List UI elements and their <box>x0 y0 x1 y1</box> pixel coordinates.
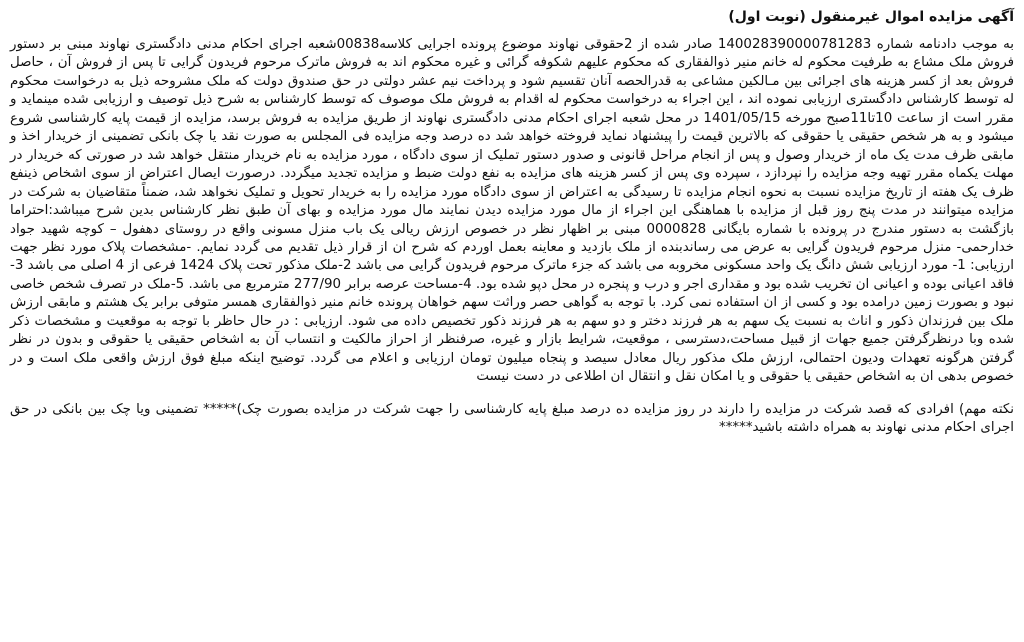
notice-body: به موجب دادنامه شماره 140028390000781283 صادر شده از 2حقوقی نهاوند موضوع پرونده اجرایی کلاسه00838شعبه اجرای احکام مدنی دادگستری نهاوند مبنی بر دستور فروش ملک مشاع به طرفیت محکوم له خانم منیر ذوالفقاری که محکوم علیهم شکوفه گرائی و غیره محکوم اند به فروش ماترک مرحوم فریدون گرایی تا پس از فروش آن ، حاصل فروش بعد از کسر هزینه های اجرائی بین مـالکین مشاعی به قدرالحصه آنان تقسیم شود و پرداخت نیم عشر دولتی در حق صندوق دولت که ملک مشروحه ذیل به درخواست محکوم له توسط کارشناس دادگستری ارزیابی نموده اند ، این اجراء به درخواست محکوم له اقدام به فروش ملک موصوف که توسط کارشناس به شرح ذیل توصیف و ارزیابی شده مینماید و مقرر است از ساعت 10تا11صبح مورخه 1401/05/15 در محل شعبه اجرای احکام مدنی دادگستری نهاوند از طریق مزایده به فروش برسد، مزایده از قیمت پایه کارشناسی شروع میشود و به هر شخص حقیقی یا حقوقی که بالاترین قیمت را پیشنهاد نماید فروخته خواهد شد ده درصد وجه مزایده فی المجلس به صورت نقد یا چک بانکی تضمینی از خریدار اخذ و مابقی ظرف مدت یک ماه از خریدار وصول و پس از انجام مراحل قانونی و صدور دستور تملیک از سوی دادگاه ، مورد مزایده به نام خریدار منتقل خواهد شد در صورتی که خریدار در مهلت یکماه مقرر تهیه وجه مزایده را نپردازد ، سپرده وی پس از کسر هزینه های مزایده به نفع دولت ضبط و مزایده تجدید میگردد. درصورت ایصال اعتراض از سوی اشخاص ذینفع ظرف یک هفته از تاریخ مزایده نسبت به نحوه انجام مزایده تا رسیدگی به اعتراض از سوی دادگاه مورد مزایده را به خریدار تحویل و تملیک نخواهد شد، ضمناً متقاضیان به شرکت در مزایده میتوانند در مدت پنج روز قبل از مزایده با هماهنگی این اجراء از مال مورد مزایده دیدن نمایند مال مورد مزایده و بهای آن طبق نظر کارشناس بدین شرح میباشد:احتراما بازگشت به دستور مندرج در پرونده با شماره بایگانی 0000828 مبنی بر اظهار نظر در خصوص ارزش ریالی یک باب منزل مسونی واقع در روستای دهفول – کوچه شهید جواد خدارحمی- منزل مرحوم فریدون گرایی به عرض می رساندبنده از ملک بازدید و معاینه بعمل اوردم که شرح ان از قرار ذیل تقدیم می گردد نمایم. -مشخصات پلاک مورد نظر جهت ارزیابی: 1- مورد ارزیابی شش دانگ یک واحد مسکونی مخروبه می باشد که جزء ماترک مرحوم فریدون گرایی می باشد 2-ملک مذکور تحت پلاک 1424 فرعی از 4 اصلی می باشد 3-فاقد اعیانی بوده و اعیانی ان تخریب شده بود و مقداری اجر و درب و پنجره در محل دپو شده بود. 4-مساحت عرصه برابر 277/90 مترمربع می باشد. 5-ملک در تصرف شخص خاصی نبود و بصورت زمین درامده بود و کسی از ان استفاده نمی کرد. با توجه به گواهی حصر وراثت سهم خواهان پرونده خانم منیر ذوالفقاری همسر متوفی برابر یک هشتم و مابقی ارزش ملک بین فرزندان ذکور و اناث به نسبت یک سهم به هر فرزند دختر و دو سهم به هر فرزند ذکور تخصیص داده می شود. ارزیابی : در حال حاظر با توجه به موقعیت و مشخصات ذکر شده وبا درنظرگرفتن جمیع جهات از قبیل مساحت،دسترسی ، موقعیت، شرایط بازار و غیره، صرفنظر از احراز مالکیت و انتساب آن به اشخاص حقیقی یا حقوقی و بدون در نظر گرفتن هرگونه تعهدات ودیون احتمالی، ارزش ملک مذکور ریال معادل سیصد و پنجاه میلیون تومان ارزیابی و اعلام می گردد. توضیح اینکه مبلغ فوق ارزش واقعی ملک است و در خصوص بدهی ان به اشخاص حقیقی یا حقوقی و یا امکان نقل و انتقال ان اطلاعی در دست نیست <box>10 37 1014 385</box>
notice-title: آگهی مزایده اموال غیرمنقول (نوبت اول) <box>728 9 1014 25</box>
auction-notice <box>10 6 1014 636</box>
notice-important-note: نکته مهم) افرادی که قصد شرکت در مزایده را دارند در روز مزایده ده درصد مبلغ پایه کارشناسی را جهت شرکت در مزایده بصورت چک)***** تضمینی ویا چک بین بانکی در حق اجرای احکام مدنی نهاوند به همراه داشته باشید***** <box>10 401 1014 436</box>
